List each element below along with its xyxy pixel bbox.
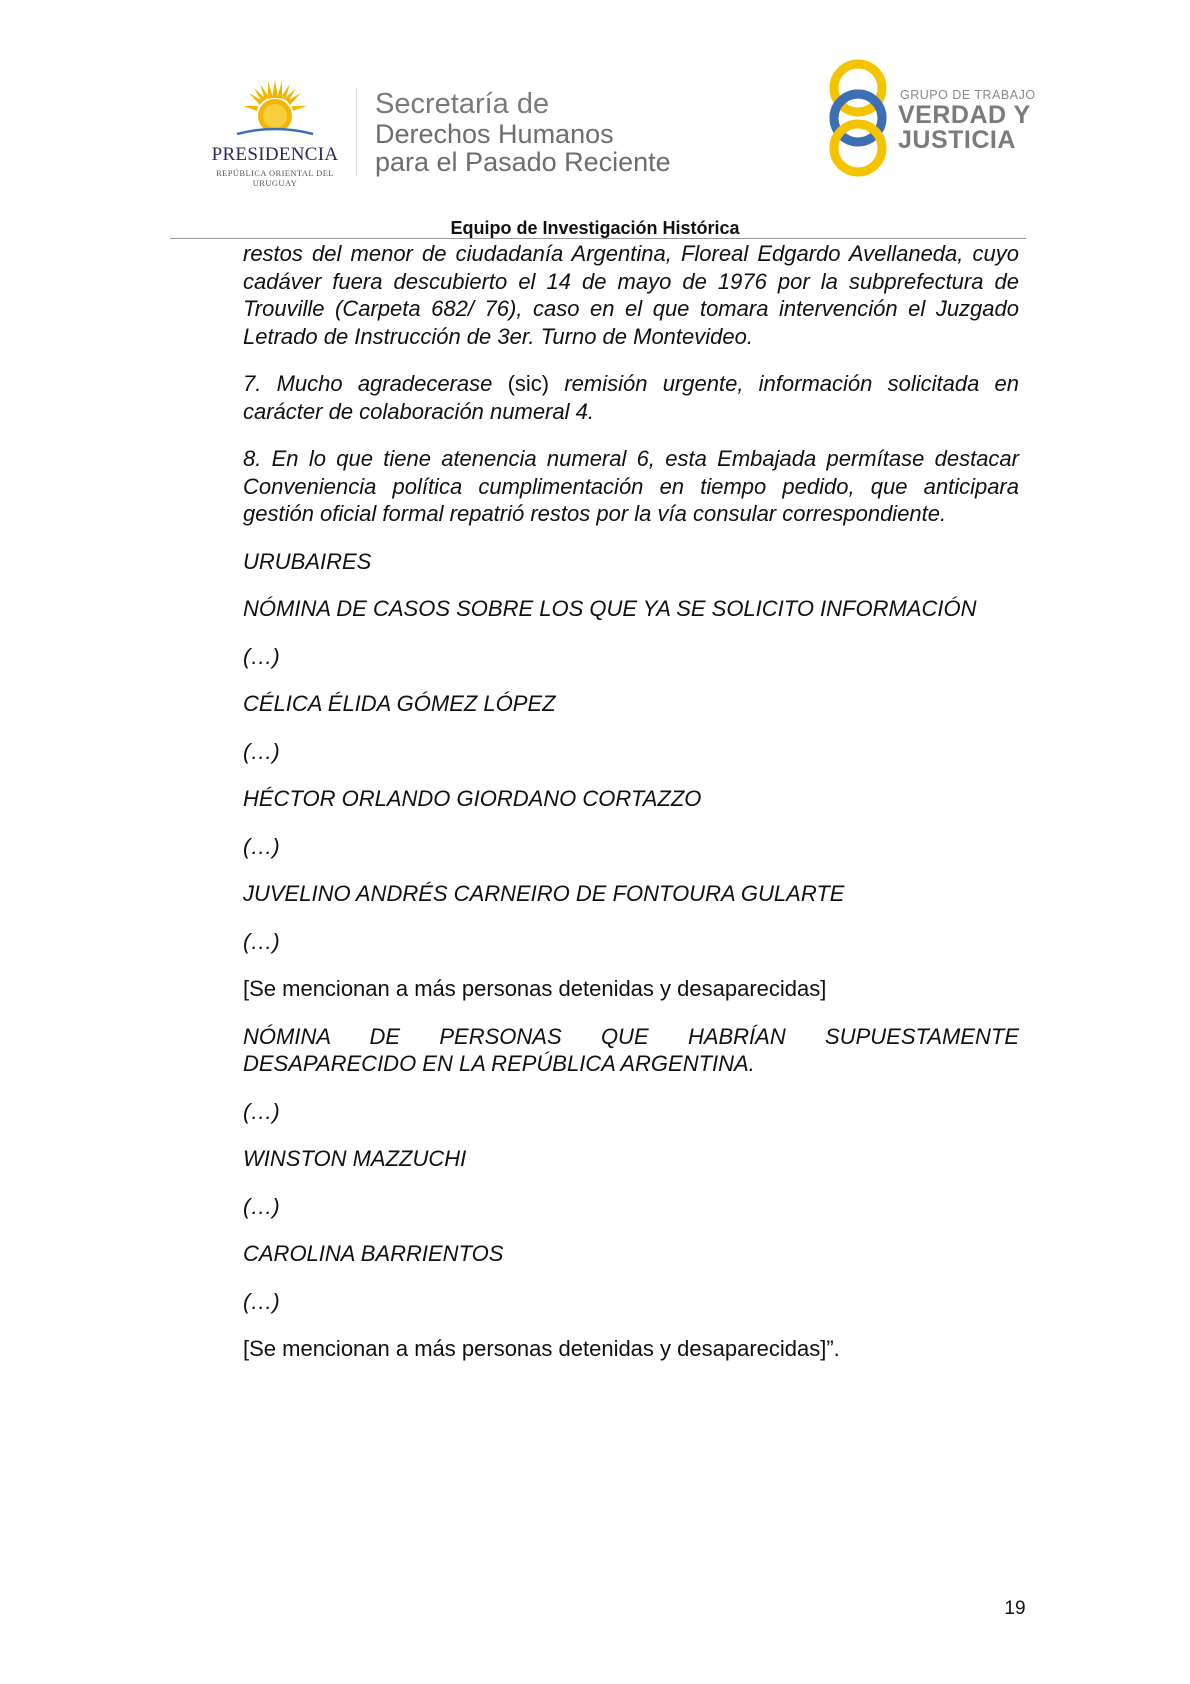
secretaria-line-3: para el Pasado Reciente bbox=[375, 147, 671, 177]
ellipsis: (…) bbox=[243, 928, 280, 954]
presidencia-logo bbox=[195, 78, 355, 188]
list-heading-solicited: NÓMINA DE CASOS SOBRE LOS QUE YA SE SOLICITO INFORMACIÓN bbox=[243, 596, 977, 621]
ellipsis: (…) bbox=[243, 1098, 280, 1124]
paragraph-7-start: 7. Mucho agradecerase bbox=[243, 371, 508, 396]
ellipsis: (…) bbox=[243, 833, 280, 859]
list-heading-disappeared: NÓMINA DE PERSONAS QUE HABRÍAN SUPUESTAMENTE DESAPARECIDO EN LA REPÚBLICA ARGENTINA. bbox=[243, 1023, 1019, 1076]
ellipsis: (…) bbox=[243, 738, 280, 764]
page-header bbox=[0, 0, 1190, 250]
ellipsis: (…) bbox=[243, 1193, 280, 1219]
presidencia-subtitle: REPÚBLICA ORIENTAL DEL URUGUAY bbox=[216, 168, 334, 188]
paragraph-avellaneda: restos del menor de ciudadanía Argentina, Floreal Edgardo Avellaneda, cuyo cadáver fuera descubierto el 14 de mayo de 1976 por la subprefectura de Trouville (Carpeta 682/ 76), caso en el que tomara intervención el Juzgado Letrado de Instrucción de 3er. Turno de Montevideo. bbox=[243, 241, 1019, 349]
person-name: JUVELINO ANDRÉS CARNEIRO DE FONTOURA GULARTE bbox=[243, 881, 845, 906]
person-name: WINSTON MAZZUCHI bbox=[243, 1146, 467, 1171]
sic-marker: (sic) bbox=[507, 371, 550, 396]
team-title: Equipo de Investigación Histórica bbox=[450, 218, 740, 238]
presidencia-name: PRESIDENCIA bbox=[211, 144, 339, 165]
ellipsis: (…) bbox=[243, 1288, 280, 1314]
signature-urubaires: URUBAIRES bbox=[243, 548, 372, 574]
justicia-label: JUSTICIA bbox=[898, 126, 1016, 154]
logo-divider bbox=[356, 88, 357, 176]
editorial-note-final: [Se mencionan a más personas detenidas y desaparecidas]”. bbox=[243, 1336, 840, 1361]
person-name: CÉLICA ÉLIDA GÓMEZ LÓPEZ bbox=[243, 691, 556, 716]
ellipsis: (…) bbox=[243, 643, 280, 669]
person-name: HÉCTOR ORLANDO GIORDANO CORTAZZO bbox=[243, 786, 702, 811]
editorial-note: [Se mencionan a más personas detenidas y desaparecidas] bbox=[243, 976, 827, 1001]
linked-rings-icon bbox=[822, 56, 894, 181]
verdad-justicia-logo bbox=[822, 56, 1036, 181]
page-number: 19 bbox=[1004, 1598, 1026, 1619]
person-name: CAROLINA BARRIENTOS bbox=[243, 1241, 504, 1266]
secretaria-line-2: Derechos Humanos bbox=[375, 119, 614, 149]
grupo-label: GRUPO DE TRABAJO bbox=[900, 88, 1036, 102]
verdad-label: VERDAD Y bbox=[898, 101, 1031, 129]
paragraph-7 bbox=[243, 370, 1019, 425]
sun-emblem-icon bbox=[235, 78, 315, 142]
paragraph-7-end: remisión urgente, información solicitada en carácter de colaboración numeral 4. bbox=[243, 371, 1019, 424]
paragraph-8: 8. En lo que tiene atenencia numeral 6, esta Embajada permítase destacar Conveniencia política cumplimentación en tiempo pedido, que anticipara gestión oficial formal repatrió restos por la vía consular correspondiente. bbox=[243, 446, 1019, 526]
secretaria-line-1: Secretaría de bbox=[375, 88, 550, 120]
header-rule bbox=[170, 238, 1026, 239]
document-body bbox=[243, 240, 1019, 1363]
secretaria-logo bbox=[375, 88, 715, 176]
